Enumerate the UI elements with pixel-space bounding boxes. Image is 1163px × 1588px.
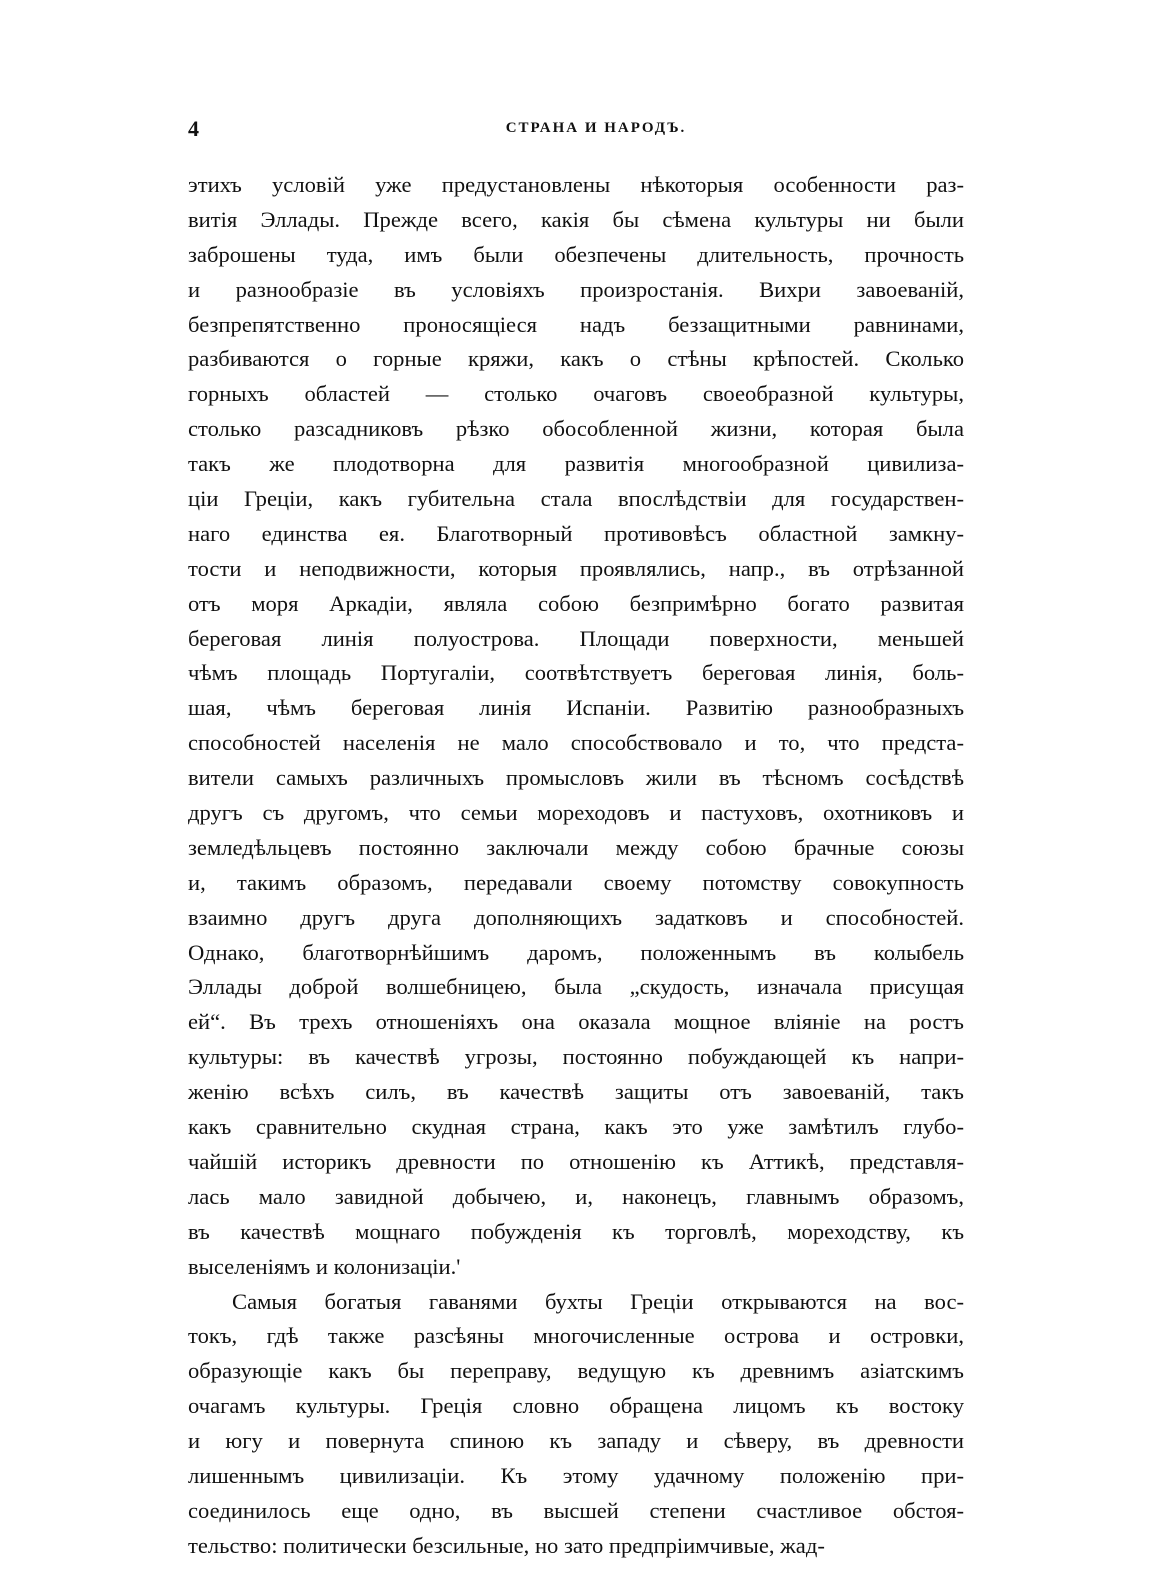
text-line: очагамъ культуры. Греція словно обращена лицомъ къ востоку [188,1393,964,1419]
text-line: выселеніямъ и колонизаціи.' [188,1253,461,1279]
text-line: горныхъ областей — столько очаговъ своеобразной культуры, [188,381,964,407]
text-line: столько разсадниковъ рѣзко обособленной жизни, которая была [188,416,964,442]
text-line: другъ съ другомъ, что семьи мореходовъ и пастуховъ, охотниковъ и [188,800,964,826]
text-line: женію всѣхъ силъ, въ качествѣ защиты отъ завоеваній, такъ [188,1079,964,1105]
text-line: Однако, благотворнѣйшимъ даромъ, положеннымъ въ колыбель [188,939,964,965]
text-line: чѣмъ площадь Португаліи, соотвѣтствуетъ береговая линія, боль- [188,660,964,686]
text-line: этихъ условій уже предустановлены нѣкоторыя особенности раз- [188,172,964,197]
text-line: токъ, гдѣ также разсѣяны многочисленные острова и островки, [188,1323,964,1349]
text-line: безпрепятственно проносящіеся надъ беззащитными равнинами, [188,311,964,337]
text-line: витія Эллады. Прежде всего, какія бы сѣмена культуры ни были [188,206,964,232]
text-line: такъ же плодотворна для развитія многообразной цивилиза- [188,451,964,477]
paragraph [188,1285,964,1564]
text-line: въ качествѣ мощнаго побужденія къ торговлѣ, мореходству, къ [188,1218,964,1244]
text-line: культуры: въ качествѣ угрозы, постоянно побуждающей къ напри- [188,1044,964,1070]
paragraph [188,168,964,1285]
text-line: заброшены туда, имъ были обезпечены длительность, прочность [188,241,964,267]
text-line: Эллады доброй волшебницею, была „скудость, изначала присущая [188,974,964,1000]
text-line: соединилось еще одно, въ высшей степени счастливое обстоя- [188,1497,964,1523]
text-line: взаимно другъ друга дополняющихъ задатковъ и способностей. [188,904,964,930]
text-line: тости и неподвижности, которыя проявлялись, напр., въ отрѣзанной [188,555,964,581]
page-header [188,116,964,146]
text-line: береговая линія полуострова. Площади поверхности, меньшей [188,625,964,651]
text-line: разбиваются о горные кряжи, какъ о стѣны крѣпостей. Сколько [188,346,964,372]
text-line: ціи Греціи, какъ губительна стала впослѣдствіи для государствен- [188,486,964,512]
text-line: чайшій историкъ древности по отношенію къ Аттикѣ, представля- [188,1148,964,1174]
text-line: какъ сравнительно скудная страна, какъ это уже замѣтилъ глубо- [188,1114,964,1140]
text-line: Самыя богатыя гаванями бухты Греціи открываются на вос- [232,1288,964,1314]
text-line: шая, чѣмъ береговая линія Испаніи. Развитію разнообразныхъ [188,695,964,721]
text-line: отъ моря Аркадіи, являла собою безпримѣрно богато развитая [188,590,964,616]
text-line: земледѣльцевъ постоянно заключали между собою брачные союзы [188,834,964,860]
text-line: ей“. Въ трехъ отношеніяхъ она оказала мощное вліяніе на ростъ [188,1009,964,1035]
text-line: лишеннымъ цивилизаціи. Къ этому удачному положенію при- [188,1462,964,1488]
running-head: СТРАНА И НАРОДЪ. [505,120,687,136]
text-line: тельство: политически безсильные, но зато предпріимчивые, жад- [188,1532,825,1558]
text-line: способностей населенія не мало способствовало и то, что предста- [188,730,964,756]
text-line: образующіе какъ бы переправу, ведущую къ древнимъ азіатскимъ [188,1358,964,1384]
body-text [188,168,964,1564]
text-line: вители самыхъ различныхъ промысловъ жили въ тѣсномъ сосѣдствѣ [188,765,964,791]
text-line: и, такимъ образомъ, передавали своему потомству совокупность [188,869,964,895]
page-number: 4 [188,116,199,141]
text-line: и разнообразіе въ условіяхъ произростанія. Вихри завоеваній, [188,276,964,302]
text-line: лась мало завидной добычею, и, наконецъ, главнымъ образомъ, [188,1183,964,1209]
text-line: и югу и повернута спиною къ западу и сѣверу, въ древности [188,1428,964,1454]
text-line: наго единства ея. Благотворный противовѣсъ областной замкну- [188,520,964,546]
